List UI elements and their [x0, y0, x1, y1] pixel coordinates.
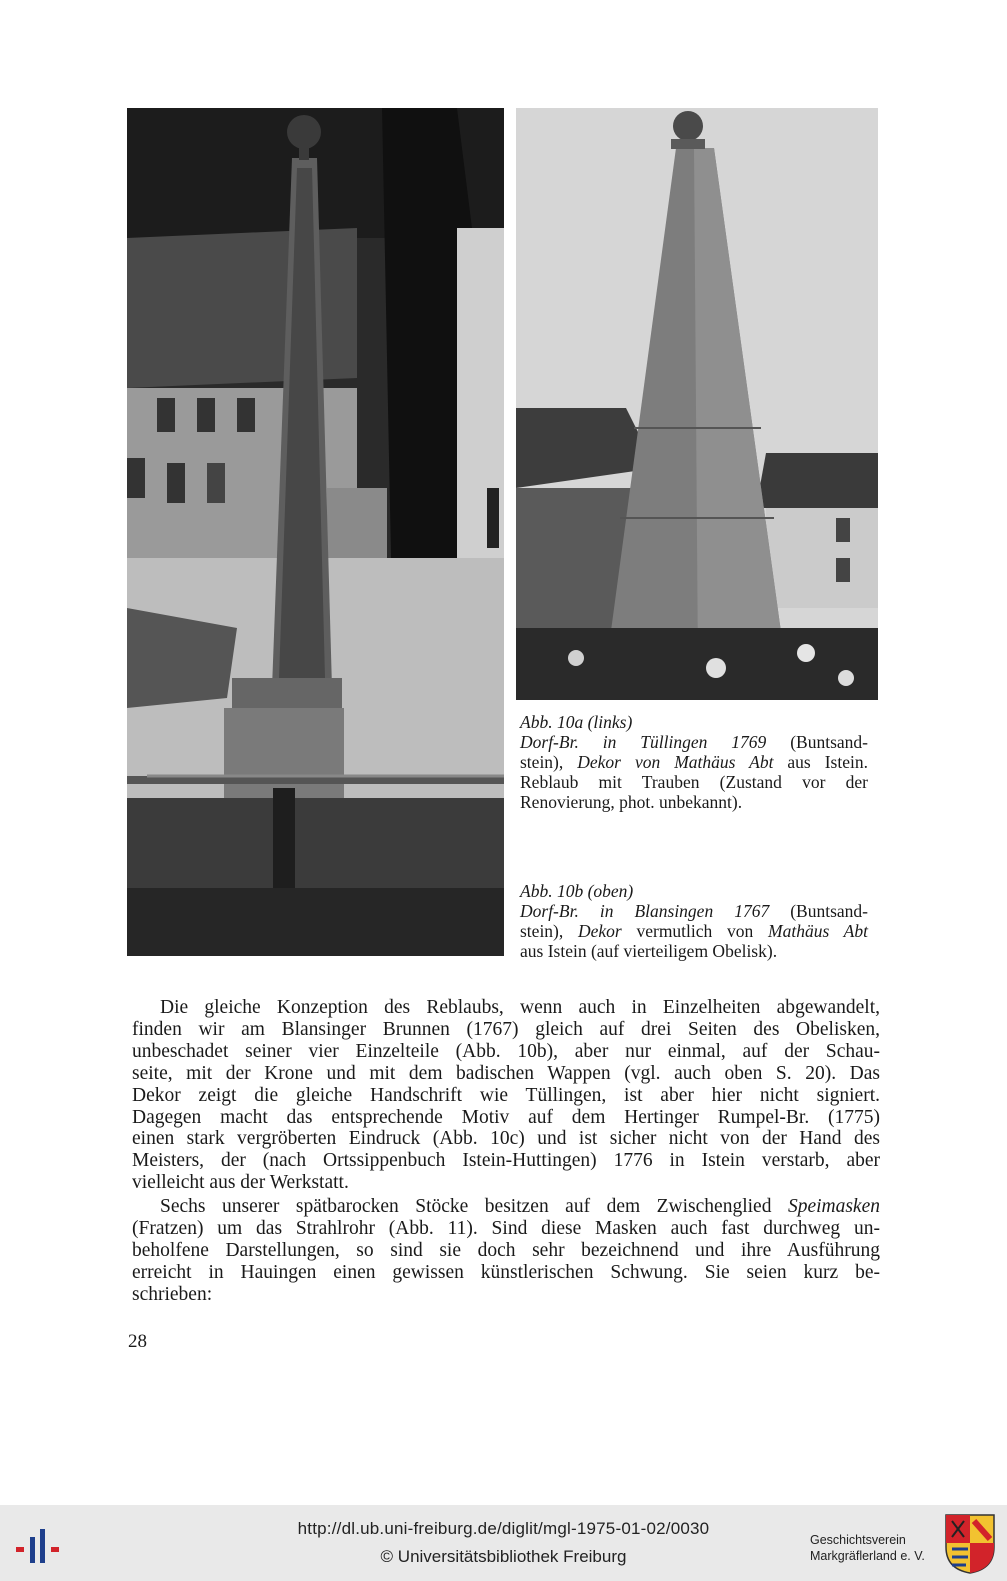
caption-b-line2-start: stein),: [520, 921, 578, 941]
photo-fountain-tuellingen: [127, 108, 504, 956]
paragraph-line: unbeschadet seiner vier Einzelteile (Abb. 10b), aber nur einmal, auf der Schau-: [132, 1040, 880, 1062]
footer-copyright: © Universitätsbibliothek Freiburg: [380, 1547, 627, 1566]
caption-a-line2-start: stein),: [520, 752, 578, 772]
caption-a-line1-rest: (Buntsand-: [766, 732, 868, 752]
paragraph-line: (Fratzen) um das Strahlrohr (Abb. 11). Sind diese Masken auch fast durchweg un-: [132, 1217, 880, 1239]
paragraph-line: Dagegen macht das entsprechende Motiv auf dem Hertinger Rumpel-Br. (1775): [132, 1106, 880, 1128]
caption-a-artist: Dekor von Mathäus Abt: [577, 752, 774, 772]
caption-a-title: Dorf-Br. in Tüllingen 1769: [520, 732, 767, 752]
paragraph-line: finden wir am Blansinger Brunnen (1767) gleich auf drei Seiten des Obelisken,: [132, 1018, 880, 1040]
body-paragraph-2: [132, 1196, 880, 1306]
society-name-line1: Geschichtsverein: [810, 1533, 906, 1547]
coat-of-arms-icon: [944, 1513, 996, 1575]
caption-a-line2-rest: aus Istein.: [773, 752, 868, 772]
caption-a-line3: Reblaub mit Trauben (Zustand vor der: [520, 772, 868, 792]
paragraph-line: seite, mit der Krone und mit dem badischen Wappen (vgl. auch oben S. 20). Das: [132, 1062, 880, 1084]
caption-b-title: Dorf-Br. in Blansingen 1767: [520, 901, 770, 921]
paragraph-line: Die gleiche Konzeption des Reblaubs, wenn auch in Einzelheiten abgewandelt,: [160, 997, 880, 1018]
caption-b-label: Abb. 10b (oben): [520, 881, 634, 901]
caption-fig-10b: [520, 881, 868, 961]
caption-b-artist: Mathäus Abt: [768, 921, 868, 941]
caption-a-line4: Renovierung, phot. unbekannt).: [520, 792, 743, 812]
footer-url-link[interactable]: http://dl.ub.uni-freiburg.de/diglit/mgl-1975-01-02/0030: [297, 1519, 710, 1538]
caption-b-line3: aus Istein (auf vierteiligem Obelisk).: [520, 941, 778, 961]
caption-a-label: Abb. 10a (links): [520, 712, 633, 732]
paragraph-line: einen stark vergröberten Eindruck (Abb. 10c) und ist sicher nicht von der Hand des: [132, 1128, 880, 1150]
body-paragraph-1: [132, 997, 880, 1194]
footer-bar: [0, 1505, 1007, 1581]
caption-fig-10a: [520, 712, 868, 812]
society-name-line2: Markgräflerland e. V.: [810, 1549, 925, 1563]
page-number: 28: [128, 1331, 147, 1352]
paragraph-line-start: Sechs unserer spätbarocken Stöcke besitzen auf dem Zwischenglied: [160, 1196, 788, 1217]
paragraph-line: erreicht in Hauingen einen gewissen künstlerischen Schwung. Sie seien kurz be-: [132, 1261, 880, 1283]
paragraph-italic-term: Speimasken: [787, 1196, 880, 1217]
paragraph-line: schrieben:: [132, 1283, 213, 1305]
paragraph-line: Meisters, der (nach Ortssippenbuch Istein-Huttingen) 1776 in Istein verstarb, aber: [132, 1150, 880, 1172]
photo-fountain-blansingen: [516, 108, 878, 700]
paragraph-line: vielleicht aus der Werkstatt.: [132, 1172, 349, 1194]
society-name: [810, 1532, 925, 1564]
caption-b-line1-rest: (Buntsand-: [769, 901, 868, 921]
paragraph-line: Dekor zeigt die gleiche Handschrift wie Tüllingen, ist aber hier nicht signiert.: [132, 1084, 880, 1106]
paragraph-line: beholfene Darstellungen, so sind sie doch sehr bezeichnend und ihre Ausführung: [132, 1239, 880, 1261]
caption-b-line2-mid: vermutlich von: [621, 921, 769, 941]
caption-b-dekor: Dekor: [578, 921, 622, 941]
